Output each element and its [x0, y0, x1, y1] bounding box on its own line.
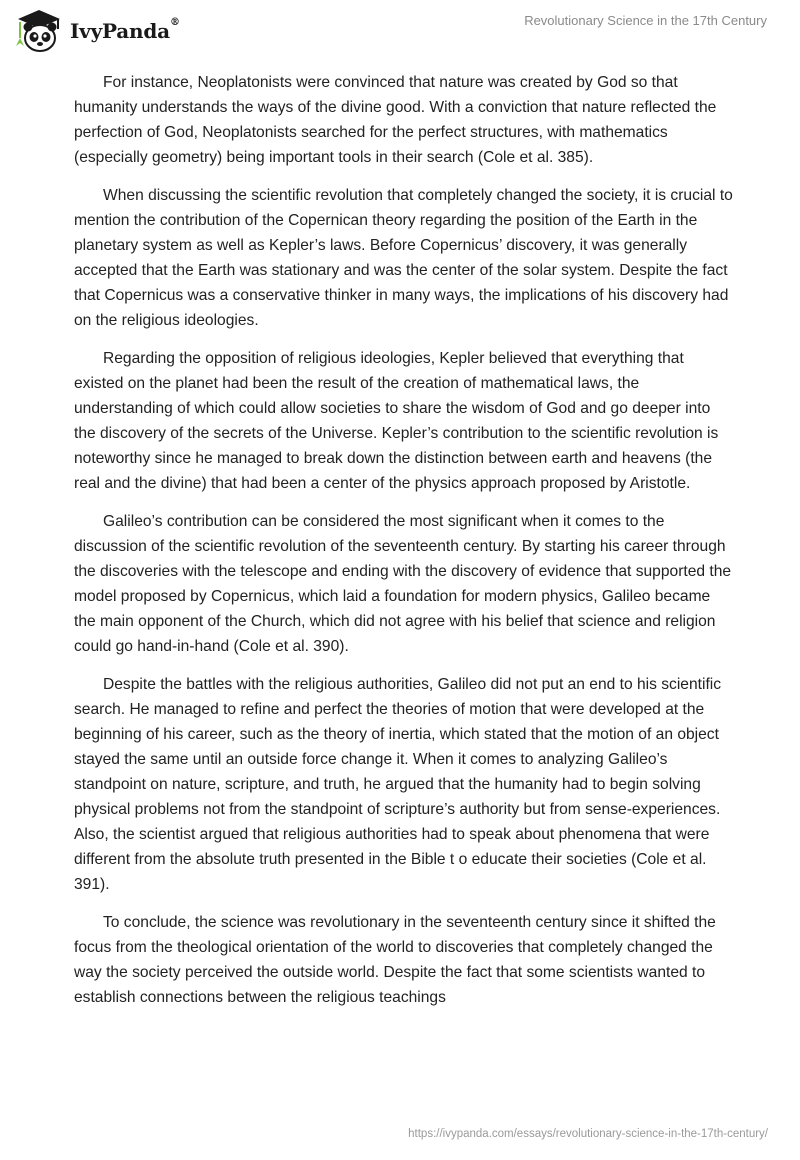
paragraph: Regarding the opposition of religious ideologies, Kepler believed that everything that existed on the planet had been the result of the creation of mathematical laws, the understanding of which could allow societies to share the wisdom of God and go deeper into the discovery of the secrets of the Universe. Kepler’s contribution to the scientific revolution is noteworthy since he managed to break down the distinction between earth and heavens (the real and the divine) that had been a center of the physics approach proposed by Aristotle. — [74, 350, 719, 492]
paragraph: When discussing the scientific revolution that completely changed the society, it is crucial to mention the contribution of the Copernican theory regarding the position of the Earth in the planetary system as well as Kepler’s laws. Before Copernicus’ discovery, it was generally accepted that the Earth was stationary and was the center of the solar system. Despite the fact that Copernicus was a conservative thinker in many ways, the implications of his discovery had on the religious ideologies. — [74, 187, 733, 329]
paragraph: Galileo’s contribution can be considered the most significant when it comes to the discussion of the scientific revolution of the seventeenth century. By starting his career through the discoveries with the telescope and ending with the discovery of evidence that supported the model proposed by Copernicus, which laid a foundation for modern physics, Galileo became the main opponent of the Church, which did not agree with his belief that science and religion could go hand-in-hand (Cole et al. 390). — [74, 513, 732, 655]
source-url[interactable]: https://ivypanda.com/essays/revolutionary-science-in-the-17th-century/ — [408, 1128, 768, 1140]
running-title: Revolutionary Science in the 17th Century — [524, 13, 767, 28]
paragraph: For instance, Neoplatonists were convinced that nature was created by God so that humanity understands the ways of the divine good. With a conviction that nature reflected the perfection of God, Neoplatonists searched for the perfect structures, with mathematics (especially geometry) being important tools in their search (Cole et al. 385). — [74, 74, 717, 166]
essay-body — [74, 70, 734, 1023]
panda-graduation-icon — [14, 8, 64, 54]
brand-name: IvyPanda® — [70, 17, 180, 43]
brand-logo[interactable] — [14, 8, 180, 54]
registered-mark: ® — [169, 17, 180, 28]
page-header — [0, 0, 800, 62]
paragraph: Despite the battles with the religious authorities, Galileo did not put an end to his scientific search. He managed to refine and perfect the theories of motion that were developed at the beginning of his career, such as the theory of inertia, which stated that the motion of an object stayed the same until an outside force change it. When it comes to analyzing Galileo’s standpoint on nature, scripture, and truth, he argued that the humanity had to begin solving physical problems not from the standpoint of scripture’s authority but from sense-experiences. Also, the scientist argued that religious authorities had to speak about phenomena that were different from the absolute truth presented in the Bible t o educate their societies (Cole et al. 391). — [74, 676, 722, 893]
paragraph: To conclude, the science was revolutionary in the seventeenth century since it shifted the focus from the theological orientation of the world to discoveries that completely changed the way the society perceived the outside world. Despite the fact that some scientists wanted to establish connections between the religious teachings — [74, 914, 716, 1006]
